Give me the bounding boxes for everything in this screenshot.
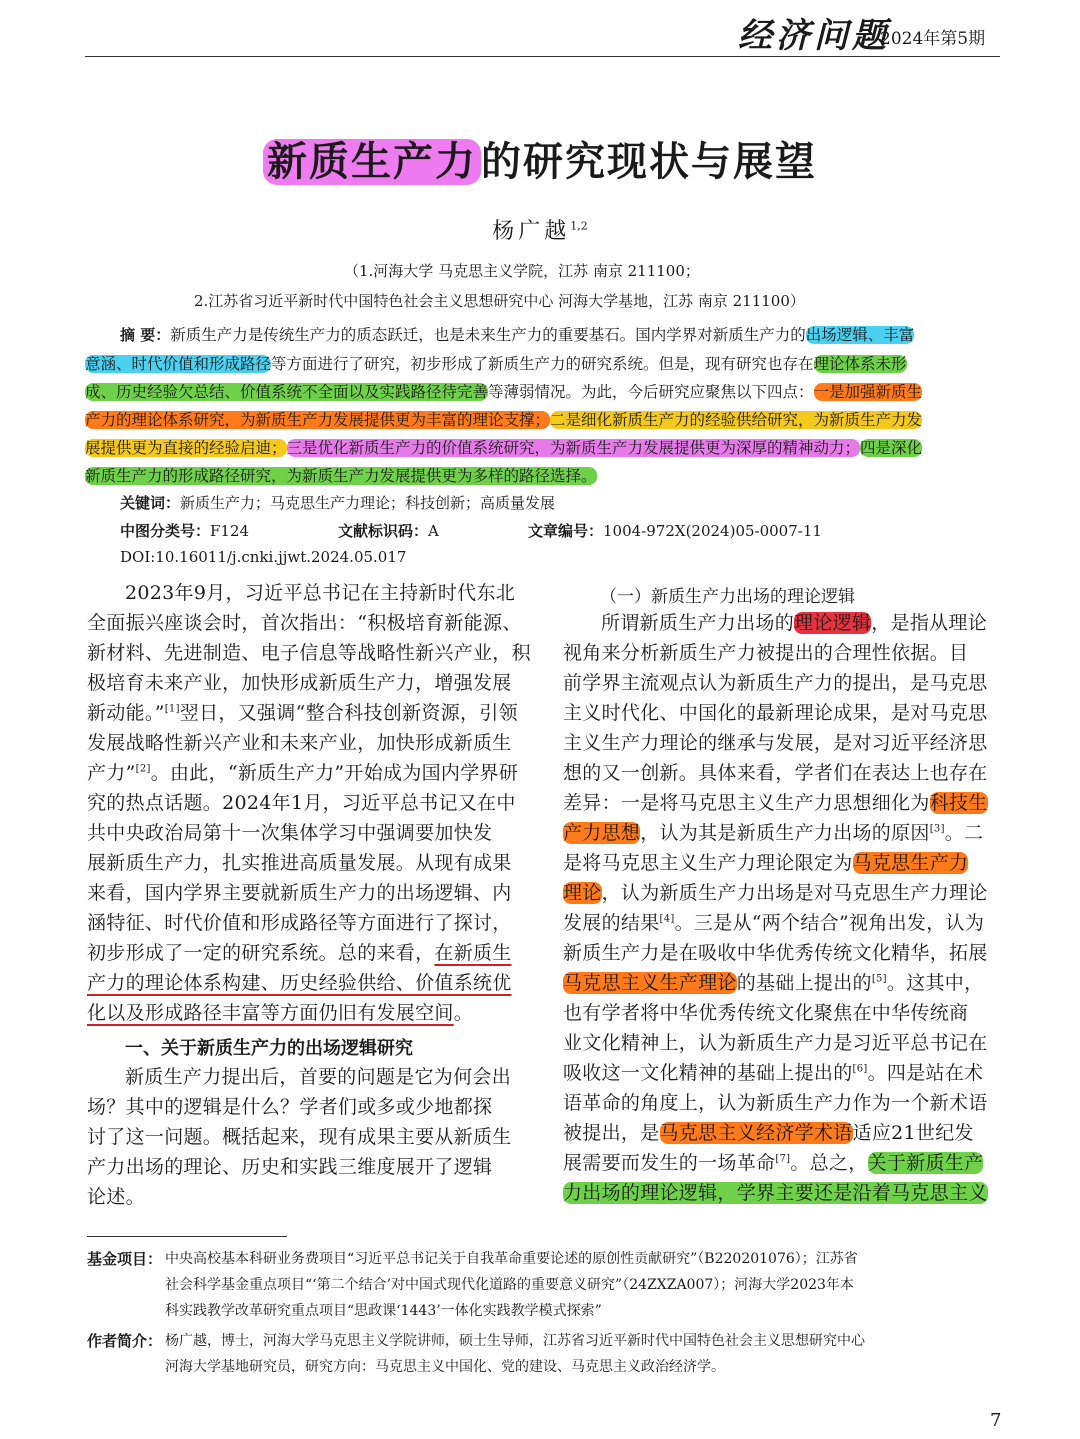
affiliation-1: （1.河海大学 马克思主义学院，江苏 南京 211100；	[344, 262, 700, 280]
paragraph-line: 业文化精神上，认为新质生产力是习近平总书记在	[563, 1032, 988, 1054]
underline-annotation: 化以及形成路径丰富等方面仍旧有发展空间	[87, 1002, 454, 1024]
abstract-line	[120, 323, 1000, 347]
paragraph-line: 前学界主流观点认为新质生产力的提出，是马克思	[563, 672, 988, 694]
citation-ref[interactable]: [2]	[135, 763, 151, 775]
affiliation-2: 2.江苏省习近平新时代中国特色社会主义思想研究中心 河海大学基地，江苏 南京 211100）	[194, 292, 805, 310]
paragraph-line: 讨了这一问题。概括起来，现有成果主要从新质生	[87, 1126, 512, 1148]
text-span: 展需要而发生的一场革命	[563, 1152, 776, 1174]
section-heading: 一、关于新质生产力的出场逻辑研究	[125, 1038, 413, 1059]
text-span: 。	[453, 1002, 474, 1024]
text-span: 是将马克思主义生产力理论限定为	[563, 852, 853, 874]
doc-code	[338, 520, 439, 541]
abstract-text: 等方面进行了研究，初步形成了新质生产力的研究系统。但是，现有研究也存在	[271, 355, 814, 373]
paragraph-line: 也有学者将中华优秀传统文化聚焦在中华传统商	[563, 1002, 969, 1024]
paragraph-line: 来看，国内学界主要就新质生产力的出场逻辑、内	[87, 882, 512, 904]
text-span: 吸收这一文化精神的基础上提出的	[563, 1062, 853, 1084]
paragraph-line: 新质生产力是在吸收中华优秀传统文化精华，拓展	[563, 942, 988, 964]
author-name	[0, 214, 1080, 245]
bio-label-text: 作者简介：	[87, 1332, 163, 1350]
paragraph-line	[563, 1058, 1003, 1088]
keywords-value: 新质生产力；马克思生产力理论；科技创新；高质量发展	[180, 494, 556, 512]
abstract-line	[85, 380, 1000, 404]
text-span: 发展的结果	[563, 912, 660, 934]
paragraph-line: 语革命的角度上，认为新质生产力作为一个新术语	[563, 1092, 988, 1114]
highlight-green: 新质生产力的形成路径研究，为新质生产力发展提供更为多样的路径选择。	[85, 467, 597, 485]
fund-line: 中央高校基本科研业务费项目“习近平总书记关于自我革命重要论述的原创性贡献研究”（B220201076）；江苏省	[165, 1251, 858, 1267]
bio-line: 河海大学基地研究员，研究方向：马克思主义中国化、党的建设、马克思主义政治经济学。	[165, 1359, 725, 1375]
highlight-red: 理论逻辑	[794, 612, 872, 634]
paragraph-line	[563, 608, 1003, 638]
text-span: 产力”	[87, 762, 136, 784]
citation-ref[interactable]: [1]	[164, 703, 180, 715]
highlight-orange: 马克思主义生产理论	[563, 972, 737, 994]
paragraph-line	[563, 968, 1003, 998]
bio-line: 杨广越，博士，河海大学马克思主义学院讲师，硕士生导师，江苏省习近平新时代中国特色社会主义思想研究中心	[165, 1333, 865, 1349]
paragraph-line: 主义生产力理论的继承与发展，是对习近平经济思	[563, 732, 988, 754]
highlight-cyan: 意涵、时代价值和形成路径	[85, 355, 272, 373]
highlight-orange: 理论	[563, 882, 602, 904]
title-highlight: 新质生产力	[263, 139, 481, 185]
abstract-text: 新质生产力是传统生产力的质态跃迁，也是未来生产力的重要基石。国内学界对新质生产力的	[170, 326, 806, 344]
citation-ref[interactable]: [7]	[775, 1153, 791, 1165]
paragraph-line: 展新质生产力，扎实推进高质量发展。从现有成果	[87, 852, 512, 874]
clc-value: F124	[210, 522, 250, 540]
abstract-label: 摘 要：	[120, 326, 171, 344]
highlight-orange: 马克思生产力	[852, 852, 969, 874]
keywords	[120, 492, 555, 513]
author-sup: 1,2	[570, 219, 588, 233]
paragraph-line: 极培育未来产业，加快形成新质生产力，增强发展	[87, 672, 512, 694]
highlight-orange: 产力思想	[563, 822, 641, 844]
paragraph-line	[87, 698, 523, 728]
paragraph-line	[87, 998, 523, 1028]
text-span: 差异：一是将马克思主义生产力思想细化为	[563, 792, 930, 814]
doc-value: A	[428, 522, 439, 540]
highlight-magenta: 三是优化新质生产力的价值系统研究，为新质生产力发展提供更为深厚的精神动力；	[286, 439, 861, 457]
page-number: 7	[990, 1410, 1002, 1431]
fund-label	[87, 1246, 162, 1272]
article-label: 文章编号：	[528, 522, 604, 540]
abstract-line	[85, 352, 1000, 376]
text-span: 初步形成了一定的研究系统。总的来看，	[87, 942, 435, 964]
issue-label: 2024年第5期	[880, 29, 986, 49]
bio-label	[87, 1328, 162, 1354]
paragraph-line: 视角来分析新质生产力被提出的合理性依据。目	[563, 642, 969, 664]
paragraph-line	[563, 1148, 1003, 1178]
paragraph-line: 发展战略性新兴产业和未来产业，加快形成新质生	[87, 732, 512, 754]
text-span: 。这其中，	[886, 972, 984, 994]
paragraph-line	[87, 938, 523, 968]
footnote-divider	[87, 1236, 287, 1237]
paragraph-line: 新质生产力提出后，首要的问题是它为何会出	[125, 1066, 512, 1088]
paragraph-line	[563, 908, 1003, 938]
paragraph-line: 新材料、先进制造、电子信息等战略性新兴产业，积	[87, 642, 531, 664]
paragraph-line: 全面振兴座谈会时，首次指出：“积极培育新能源、	[87, 612, 522, 634]
title-rest: 的研究现状与展望	[481, 139, 817, 185]
text-span: 新动能。”	[87, 702, 165, 724]
text-span: 。由此，“新质生产力”开始成为国内学界研	[150, 762, 519, 784]
highlight-green: 四是深化	[860, 439, 923, 457]
abstract-text: 等薄弱情况。为此，今后研究应聚焦以下四点：	[488, 383, 814, 401]
citation-ref[interactable]: [5]	[871, 973, 887, 985]
underline-annotation: 产力的理论体系构建、历史经验供给、价值系统优	[87, 972, 512, 994]
fund-line: 科实践教学改革研究重点项目“思政课‘1443’一体化实践教学模式探索”	[165, 1303, 602, 1319]
abstract-line	[85, 408, 1000, 432]
paragraph-line	[87, 758, 523, 788]
doi[interactable]: DOI:10.16011/j.cnki.jjwt.2024.05.017	[120, 548, 407, 566]
doc-label: 文献标识码：	[338, 522, 429, 540]
subsection-heading: （一）新质生产力出场的理论逻辑	[600, 587, 855, 607]
clc-number	[120, 520, 249, 541]
text-span: 的基础上提出的	[736, 972, 872, 994]
highlight-cyan: 出场逻辑、丰富	[805, 326, 915, 344]
text-span: 被提出，是	[563, 1122, 660, 1144]
text-span: 。二	[944, 822, 984, 844]
paragraph-line: 场？其中的逻辑是什么？学者们或多或少地都探	[87, 1096, 493, 1118]
fund-label-text: 基金项目：	[87, 1250, 163, 1268]
clc-label: 中图分类号：	[120, 522, 211, 540]
abstract-line	[85, 436, 1000, 460]
paragraph-line	[563, 788, 1003, 818]
paragraph-line: 涵特征、时代价值和形成路径等方面进行了探讨，	[87, 912, 512, 934]
highlight-orange: 马克思主义经济学术语	[659, 1122, 853, 1144]
highlight-green: 理论体系未形	[813, 355, 907, 373]
paragraph-line	[563, 1118, 1003, 1148]
paragraph-line: 2023年9月，习近平总书记在主持新时代东北	[125, 582, 516, 604]
highlight-green: 关于新质生产	[867, 1152, 984, 1174]
paragraph-line	[563, 878, 1003, 908]
highlight-yellow: 二是细化新质生产力的经验供给研究，为新质生产力发	[550, 411, 923, 429]
citation-ref[interactable]: [6]	[852, 1063, 868, 1075]
article-title	[0, 130, 1080, 187]
text-span: ，是指从理论	[871, 612, 988, 634]
paragraph-line	[563, 818, 1003, 848]
article-number	[528, 520, 822, 541]
underline-annotation: 在新质生	[434, 942, 512, 964]
text-span: 翌日，又强调“整合科技创新资源，引领	[179, 702, 518, 724]
text-span: ，认为新质生产力出场是对马克思生产力理论	[601, 882, 988, 904]
highlight-yellow: 展提供更为直接的经验启迪；	[85, 439, 287, 457]
journal-logo: 经济问题	[738, 16, 890, 56]
highlight-orange: 一是加强新质生	[813, 383, 923, 401]
text-span: ，认为其是新质生产力出场的原因	[640, 822, 930, 844]
header-divider	[85, 56, 1000, 57]
paragraph-line: 究的热点话题。2024年1月，习近平总书记又在中	[87, 792, 516, 814]
paragraph-line: 主义时代化、中国化的最新理论成果，是对马克思	[563, 702, 988, 724]
text-span: 。总之，	[790, 1152, 868, 1174]
text-span: 适应21世纪发	[852, 1122, 974, 1144]
paragraph-line: 想的又一创新。具体来看，学者们在表达上也存在	[563, 762, 988, 784]
citation-ref[interactable]: [3]	[929, 823, 945, 835]
highlight-orange: 产力的理论体系研究，为新质生产力发展提供更为丰富的理论支撑；	[85, 411, 551, 429]
abstract-line	[85, 464, 1000, 488]
highlight-orange: 科技生	[929, 792, 988, 814]
paragraph-line: 产力出场的理论、历史和实践三维度展开了逻辑	[87, 1156, 493, 1178]
author-text: 杨广越	[492, 219, 571, 244]
paragraph-line: 共中央政治局第十一次集体学习中强调要加快发	[87, 822, 493, 844]
highlight-green: 力出场的理论逻辑，学界主要还是沿着马克思主义	[563, 1182, 988, 1204]
paragraph-line	[563, 1178, 1003, 1208]
citation-ref[interactable]: [4]	[659, 913, 675, 925]
paragraph-line	[87, 968, 523, 998]
keywords-label: 关键词：	[120, 494, 181, 512]
fund-line: 社会科学基金重点项目“‘第二个结合’对中国式现代化道路的重要意义研究”（24ZXZA007）；河海大学2023年本	[165, 1277, 854, 1293]
text-span: 。四是站在术	[867, 1062, 984, 1084]
paragraph-line: 论述。	[87, 1186, 145, 1208]
text-span: 。三是从“两个结合”视角出发，认为	[674, 912, 985, 934]
highlight-green: 成、历史经验欠总结、价值系统不全面以及实践路径待完善	[85, 383, 489, 401]
text-span: 所谓新质生产力出场的	[601, 612, 795, 634]
article-value: 1004-972X(2024)05-0007-11	[603, 522, 822, 540]
paragraph-line	[563, 848, 1003, 878]
